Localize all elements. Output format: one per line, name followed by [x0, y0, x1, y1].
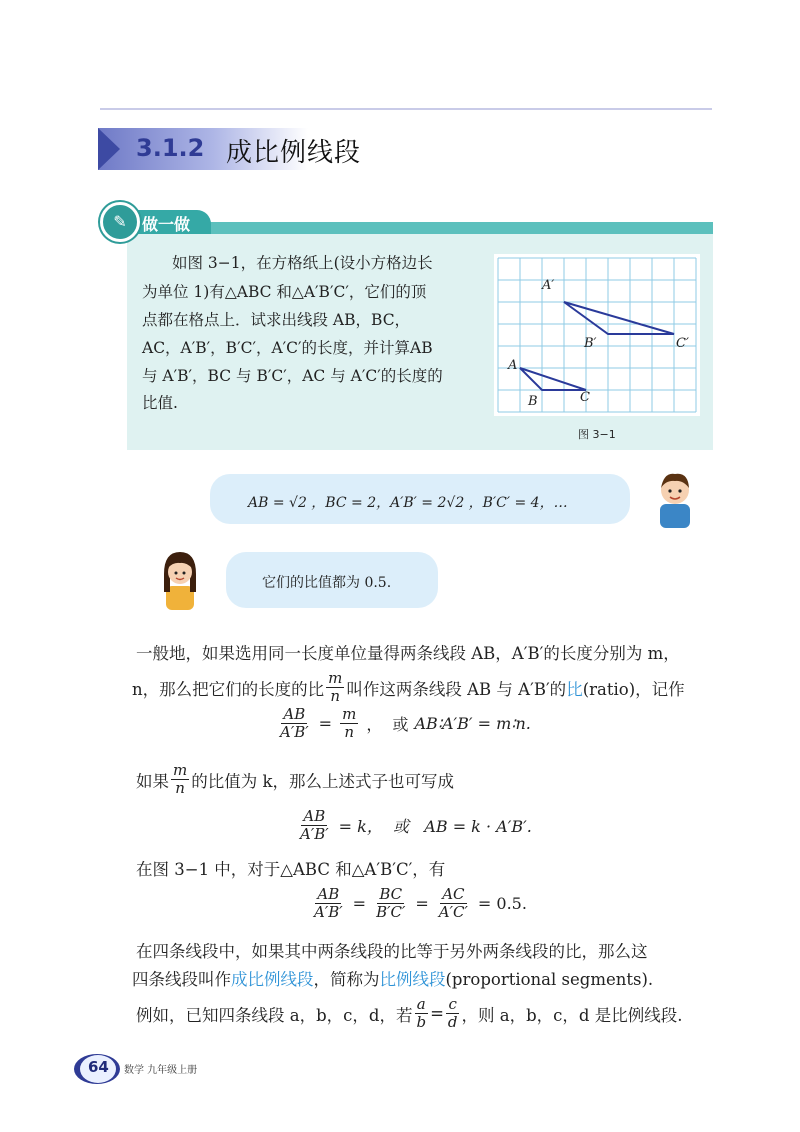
point-label-b-prime: B′ [584, 336, 597, 351]
body-paragraph-3: 在图 3−1 中，对于△ABC 和△A′B′C′，有 [136, 860, 446, 879]
ratio-colon-form: AB∶A′B′ = m∶n. [414, 714, 531, 733]
equation-k [296, 808, 532, 843]
term-ratio: 比 [566, 679, 583, 699]
term-proportional-segments: 成比例线段 [231, 970, 314, 989]
fraction-a-b: $\frac{a}{b}$ [416, 995, 427, 1031]
activity-text-line: 如图 3−1，在方格纸上(设小方格边长 [172, 254, 433, 272]
fraction-c-d: $\frac{c}{d}$ [447, 995, 458, 1031]
body-paragraph-2 [136, 762, 454, 797]
boy-speech-text: AB = √2 ，BC = 2，A′B′ = 2√2 ，B′C′ = 4，… [248, 495, 568, 511]
term-proportion-segments-short: 比例线段 [379, 970, 446, 989]
body-paragraph-4-line-1: 在四条线段中，如果其中两条线段的比等于另外两条线段的比，那么这 [136, 942, 648, 961]
fraction-m-n: $\frac{m}{n}$ [342, 705, 357, 741]
boy-avatar [652, 468, 698, 528]
activity-text-line: AC，A′B′，B′C′，A′C′的长度，并计算AB [142, 339, 433, 357]
body-text: 的比值为 k，那么上述式子也可写成 [191, 771, 454, 791]
equals-sign: = [415, 894, 429, 913]
body-paragraph-5 [136, 996, 682, 1031]
equation-result: = 0.5. [477, 894, 527, 913]
body-text: (proportional segments). [445, 970, 654, 989]
or-text: ， 或 [366, 715, 409, 734]
body-paragraph-1-line-1: 一般地，如果选用同一长度单位量得两条线段 AB，A′B′的长度分别为 m， [136, 644, 680, 663]
fraction-m-n: $\frac{m}{n}$ [328, 669, 343, 705]
equation-k-rest: = k， 或 AB = k · A′B′. [338, 817, 532, 836]
girl-avatar [156, 548, 204, 610]
body-text: 四条线段叫作 [132, 970, 231, 989]
activity-text-line: 比值. [142, 394, 178, 412]
figure-caption: 图 3−1 [578, 428, 616, 441]
section-arrow-icon [98, 128, 120, 170]
page-number: 64 [88, 1058, 109, 1076]
body-text: (ratio)，记作 [582, 679, 685, 699]
section-title: 成比例线段 [226, 138, 362, 168]
equation-ratio [276, 706, 531, 741]
body-text: 例如，已知四条线段 a，b，c，d，若 [136, 1005, 413, 1025]
activity-text-line: 与 A′B′，BC 与 B′C′，AC 与 A′C′的长度的 [142, 367, 443, 385]
body-text: n，那么把它们的长度的比 [132, 679, 325, 699]
fraction-ab: $\frac{AB}{A'B'}$ [280, 705, 309, 741]
body-text: ，则 a，b，c，d 是比例线段. [461, 1005, 683, 1025]
equals-sign: = [352, 894, 367, 913]
equals-sign: = [430, 1004, 444, 1023]
girl-speech-text: 它们的比值都为 0.5. [262, 575, 392, 591]
equals-sign: = [318, 714, 333, 733]
point-label-c-prime: C′ [676, 336, 689, 351]
grid-figure [494, 254, 700, 416]
activity-label: 做一做 [142, 215, 191, 234]
fraction-ac: $\frac{AC}{A'C'}$ [438, 885, 468, 921]
fraction-bc: $\frac{BC}{B'C'}$ [376, 885, 406, 921]
body-text: 如果 [136, 771, 169, 791]
point-label-b: B [528, 394, 538, 409]
fraction-ab: $\frac{AB}{A'B'}$ [300, 807, 329, 843]
body-text: ，简称为 [313, 970, 380, 989]
point-label-a: A [508, 358, 518, 373]
point-label-a-prime: A′ [542, 278, 555, 293]
equation-ratios [310, 886, 527, 921]
point-label-c: C [580, 390, 590, 405]
book-title: 数学 九年级上册 [124, 1065, 198, 1076]
top-rule [100, 108, 712, 110]
fraction-ab: $\frac{AB}{A'B'}$ [314, 885, 343, 921]
body-paragraph-1-line-2 [132, 670, 685, 705]
body-text: 叫作这两条线段 AB 与 A′B′的 [346, 679, 567, 699]
activity-text-line: 为单位 1)有△ABC 和△A′B′C′，它们的顶 [142, 283, 427, 301]
section-number: 3.1.2 [136, 134, 205, 162]
fraction-m-n: $\frac{m}{n}$ [173, 761, 188, 797]
activity-text-line: 点都在格点上．试求出线段 AB，BC， [142, 311, 411, 329]
body-paragraph-4-line-2 [132, 966, 653, 990]
hand-icon: ✎ [100, 202, 140, 242]
